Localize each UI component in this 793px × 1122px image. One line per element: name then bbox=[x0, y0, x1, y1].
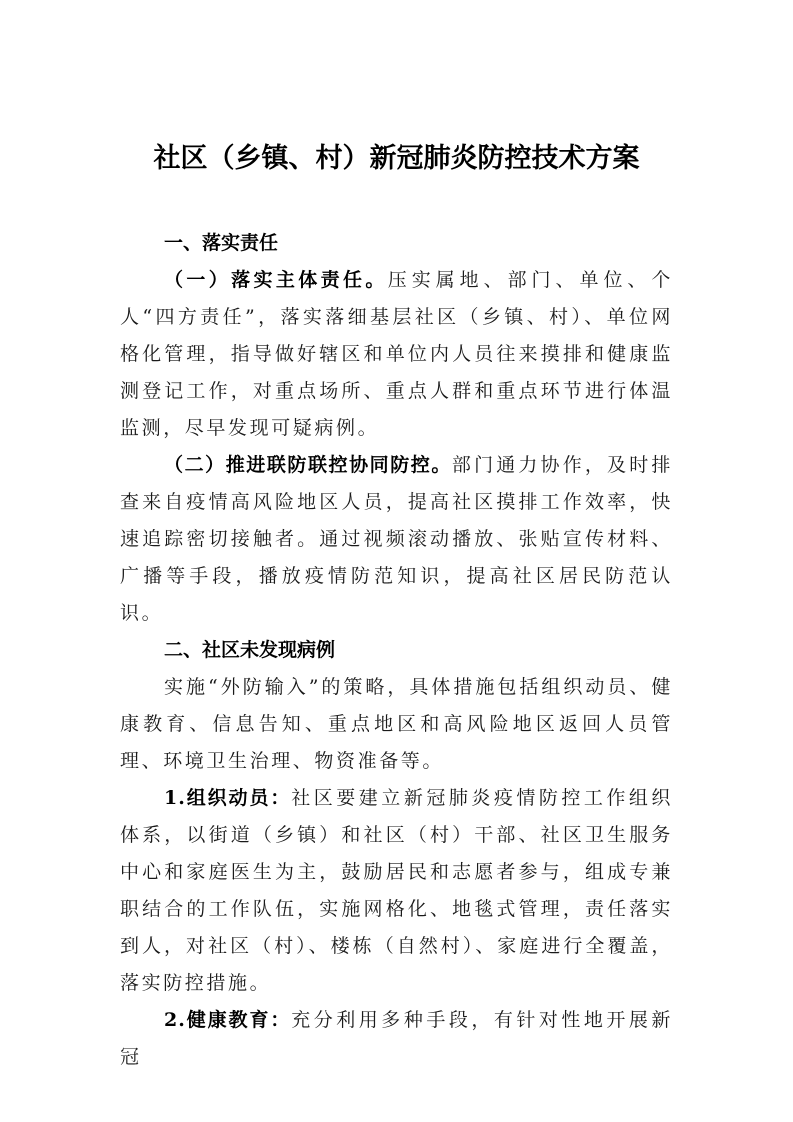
document-body bbox=[120, 225, 673, 1076]
paragraph-1-2 bbox=[120, 447, 673, 632]
paragraph-2-1 bbox=[120, 669, 673, 780]
section-heading-1: 一、落实责任 bbox=[164, 232, 279, 254]
document-title: 社区（乡镇、村）新冠肺炎防控技术方案 bbox=[153, 143, 640, 174]
paragraph-text: 社区要建立新冠肺炎疫情防控工作组织体系，以街道（乡镇）和社区（村）干部、社区卫生服务中心和家庭医生为主，鼓励居民和志愿者参与，组成专兼职结合的工作队伍，实施网格化、地毯式管理，责任落实到人，对社区（村）、楼栋（自然村）、家庭进行全覆盖，落实防控措施。 bbox=[120, 787, 673, 994]
paragraph-lead: （二）推进联防联控协同防控。 bbox=[164, 454, 452, 476]
paragraph-1-1 bbox=[120, 262, 673, 447]
paragraph-lead: 1.组织动员： bbox=[164, 787, 292, 809]
paragraph-2-2 bbox=[120, 780, 673, 1002]
paragraph-lead: （一）落实主体责任。 bbox=[164, 269, 388, 291]
paragraph-text: 充分利用多种手段，有针对性地开展新冠 bbox=[120, 1009, 673, 1068]
paragraph-lead: 2.健康教育： bbox=[164, 1009, 292, 1031]
paragraph-2-3 bbox=[120, 1002, 673, 1076]
paragraph-text: 压实属地、部门、单位、个人“四方责任”，落实落细基层社区（乡镇、村）、单位网格化管理，指导做好辖区和单位内人员往来摸排和健康监测登记工作，对重点场所、重点人群和重点环节进行体温监测，尽早发现可疑病例。 bbox=[120, 269, 673, 439]
paragraph-text: 实施“外防输入”的策略，具体措施包括组织动员、健康教育、信息告知、重点地区和高风险地区返回人员管理、环境卫生治理、物资准备等。 bbox=[120, 676, 673, 772]
section-heading-2: 二、社区未发现病例 bbox=[164, 639, 336, 661]
paragraph-text: 部门通力协作，及时排查来自疫情高风险地区人员，提高社区摸排工作效率，快速追踪密切接触者。通过视频滚动播放、张贴宣传材料、广播等手段，播放疫情防范知识，提高社区居民防范认识。 bbox=[120, 454, 673, 624]
